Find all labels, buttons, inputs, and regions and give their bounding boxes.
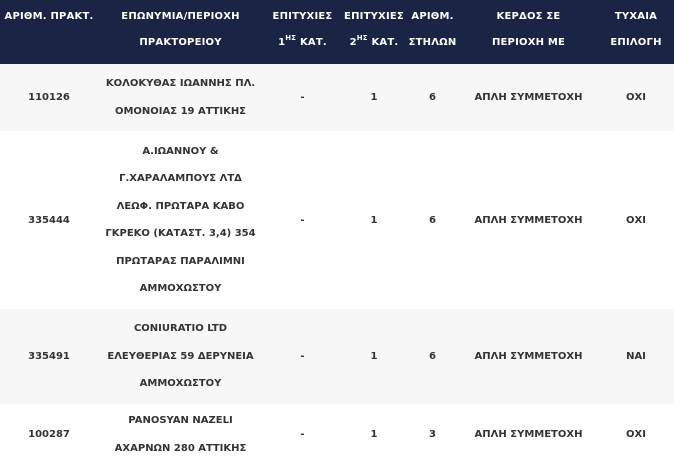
- agency-name-line: Γ.ΧΑΡΑΛΑΜΠΟΥΣ ΛΤΔ: [119, 173, 242, 184]
- cell-columns: 6: [429, 351, 436, 362]
- cell-practice-no: [0, 404, 98, 459]
- table-row: [0, 404, 674, 459]
- header-practice-no: [0, 0, 98, 64]
- cell-random: [598, 404, 674, 459]
- table-row: [0, 309, 674, 404]
- columns-text: 3: [429, 429, 436, 440]
- header-cat1-line1: ΕΠΙΤΥΧΙΕΣ: [272, 11, 333, 22]
- practice-no-text: 100287: [28, 429, 70, 440]
- agency-name-line: ΑΧΑΡΝΩΝ 280 ΑΤΤΙΚΗΣ: [114, 442, 247, 454]
- cell-cat2: [342, 404, 406, 459]
- cell-columns: 6: [429, 92, 436, 103]
- cell-agency-name: [98, 404, 263, 459]
- header-profit-line1: ΚΕΡΔΟΣ ΣΕ: [496, 11, 561, 22]
- header-cat1-kat: ΚΑΤ.: [299, 37, 327, 48]
- header-row: [0, 0, 674, 64]
- header-cat2-kat: ΚΑΤ.: [371, 37, 399, 48]
- header-profit-area: [459, 0, 598, 64]
- cat1-text: -: [300, 429, 305, 440]
- agency-name-line: Α.ΙΩΑΝΝΟΥ &: [142, 145, 219, 157]
- header-cat1-num: 1: [278, 37, 286, 48]
- header-practice-no-label: ΑΡΙΘΜ. ΠΡΑΚΤ.: [4, 11, 94, 22]
- cell-cat2: 1: [370, 351, 378, 362]
- header-columns-line1: ΑΡΙΘΜ.: [411, 11, 454, 22]
- header-cat2-wins: [342, 0, 406, 64]
- cell-cat1: -: [300, 214, 305, 226]
- cell-cat1: -: [300, 92, 305, 103]
- header-cat1-sup: ΗΣ: [285, 33, 297, 42]
- header-agency-name: [98, 0, 263, 64]
- cell-agency-name: [98, 64, 263, 131]
- agency-name-line: ΑΜΜΟΧΩΣΤΟΥ: [139, 378, 222, 390]
- cell-columns: [406, 404, 459, 459]
- header-columns-line2: ΣΤΗΛΩΝ: [408, 37, 457, 48]
- header-cat2-sup: ΗΣ: [356, 33, 368, 42]
- cell-profit: ΑΠΛΗ ΣΥΜΜΕΤΟΧΗ: [474, 92, 583, 103]
- header-agency-name-line2: ΠΡΑΚΤΟΡΕΙΟΥ: [139, 37, 222, 48]
- cell-random: ΝΑΙ: [626, 351, 646, 362]
- cell-cat1: [263, 404, 342, 459]
- agency-name-line: ΛΕΩΦ. ΠΡΩΤΑΡΑ ΚΑΒΟ: [116, 200, 245, 212]
- header-profit-line2: ΠΕΡΙΟΧΗ ΜΕ: [491, 37, 566, 48]
- cell-cat1: -: [300, 351, 305, 362]
- agency-name-line: ΑΜΜΟΧΩΣΤΟΥ: [139, 283, 222, 294]
- header-cat1-line2: [265, 30, 340, 56]
- cell-cat2: 1: [370, 214, 378, 226]
- cell-profit: [459, 404, 598, 459]
- header-random-pick: [598, 0, 674, 64]
- header-random-line2: ΕΠΙΛΟΓΗ: [610, 37, 662, 48]
- agency-name-line: ΠΡΩΤΑΡΑΣ ΠΑΡΑΛΙΜΝΙ: [116, 255, 245, 267]
- agency-name-line: ΓΚΡΕΚΟ (ΚΑΤΑΣΤ. 3,4) 354: [105, 228, 256, 239]
- cell-agency-name: [98, 309, 263, 404]
- profit-text: ΑΠΛΗ ΣΥΜΜΕΤΟΧΗ: [474, 429, 583, 440]
- header-columns: [406, 0, 459, 64]
- cell-random: ΟΧΙ: [626, 214, 646, 226]
- header-cat2-line2: [344, 30, 404, 56]
- header-cat2-line1: ΕΠΙΤΥΧΙΕΣ: [344, 11, 404, 22]
- random-text: ΟΧΙ: [626, 429, 646, 440]
- table-row: [0, 131, 674, 309]
- cell-agency-name: [98, 131, 263, 309]
- cell-practice-no: 335491: [28, 351, 70, 362]
- header-cat2-num: 2: [349, 37, 357, 48]
- cell-profit: ΑΠΛΗ ΣΥΜΜΕΤΟΧΗ: [474, 351, 583, 362]
- header-random-line1: ΤΥΧΑΙΑ: [614, 11, 658, 22]
- cat2-text: 1: [370, 429, 378, 440]
- table-header: [0, 0, 674, 64]
- table-body: [0, 64, 674, 459]
- cell-profit: ΑΠΛΗ ΣΥΜΜΕΤΟΧΗ: [474, 214, 583, 226]
- cell-columns: 6: [429, 214, 436, 226]
- cell-cat2: 1: [370, 92, 378, 103]
- agency-name-line: PANOSYAN NAZELI: [128, 415, 233, 426]
- header-cat1-wins: [263, 0, 342, 64]
- cell-random: ΟΧΙ: [626, 92, 646, 103]
- agency-name-line: CONIURATIO LTD: [133, 323, 228, 335]
- cell-practice-no: 110126: [28, 92, 70, 103]
- agency-name-line: ΚΟΛΟΚΥΘΑΣ ΙΩΑΝΝΗΣ ΠΛ.: [105, 78, 256, 89]
- agency-name-line: ΕΛΕΥΘΕΡΙΑΣ 59 ΔΕΡΥΝΕΙΑ: [107, 350, 254, 362]
- header-agency-name-line1: ΕΠΩΝΥΜΙΑ/ΠΕΡΙΟΧΗ: [121, 11, 240, 22]
- cell-practice-no: 335444: [28, 214, 70, 226]
- table-row: [0, 64, 674, 131]
- agency-name-line: ΟΜΟΝΟΙΑΣ 19 ΑΤΤΙΚΗΣ: [114, 105, 247, 117]
